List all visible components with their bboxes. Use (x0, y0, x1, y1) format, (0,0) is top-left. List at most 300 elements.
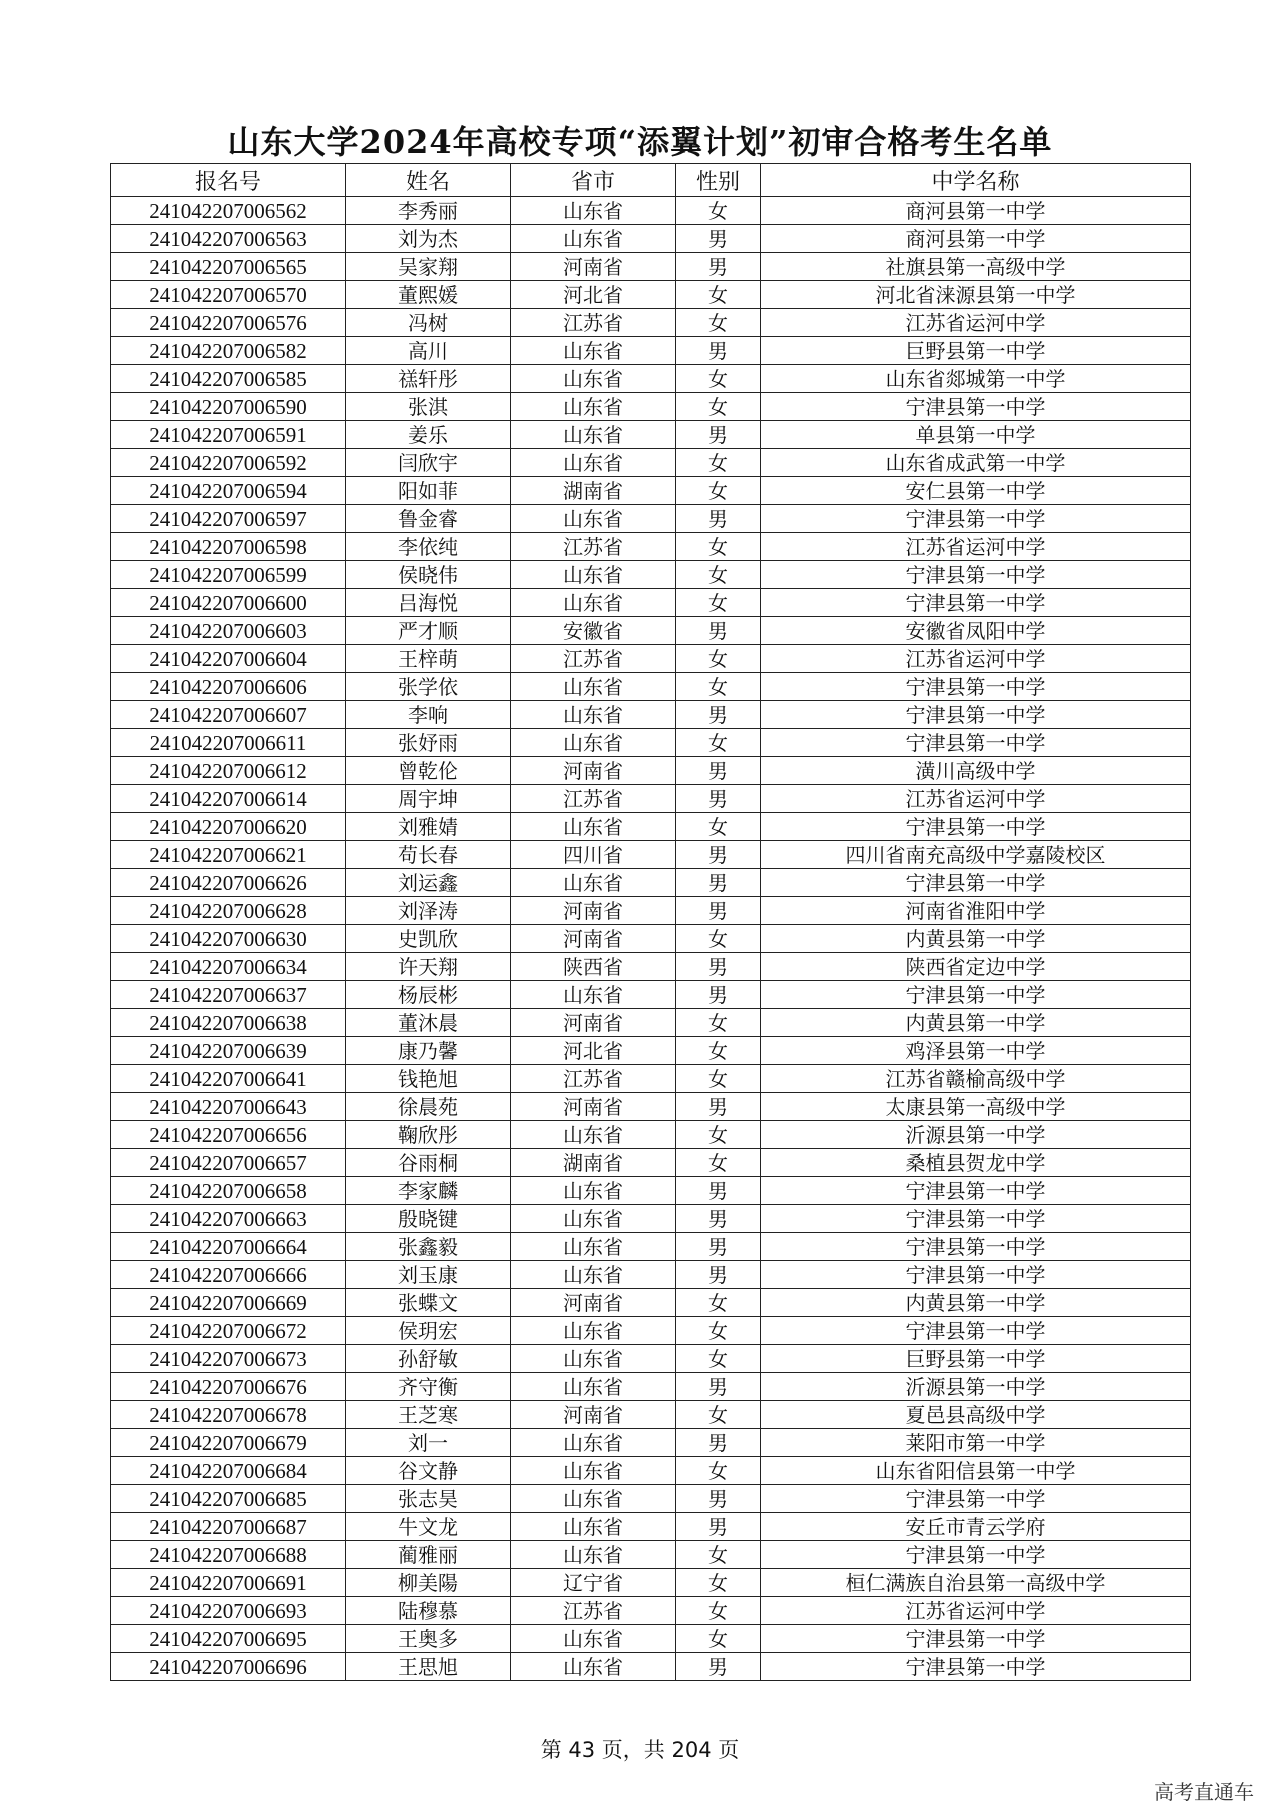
registration-id-cell: 241042207006592 (111, 449, 346, 477)
registration-id-cell: 241042207006676 (111, 1373, 346, 1401)
registration-id-cell: 241042207006597 (111, 505, 346, 533)
column-header-school: 中学名称 (761, 164, 1191, 197)
gender-cell: 女 (676, 729, 761, 757)
table-row (111, 673, 1191, 701)
gender-cell: 男 (676, 897, 761, 925)
gender-cell: 男 (676, 617, 761, 645)
school-cell: 宁津县第一中学 (761, 561, 1191, 589)
gender-cell: 男 (676, 981, 761, 1009)
registration-id-cell: 241042207006628 (111, 897, 346, 925)
table-row (111, 533, 1191, 561)
name-cell: 孙舒敏 (346, 1345, 511, 1373)
province-cell: 河南省 (511, 1093, 676, 1121)
province-cell: 山东省 (511, 393, 676, 421)
gender-cell: 女 (676, 1569, 761, 1597)
name-cell: 高川 (346, 337, 511, 365)
school-cell: 江苏省赣榆高级中学 (761, 1065, 1191, 1093)
school-cell: 太康县第一高级中学 (761, 1093, 1191, 1121)
registration-id-cell: 241042207006563 (111, 225, 346, 253)
gender-cell: 男 (676, 1373, 761, 1401)
gender-cell: 女 (676, 645, 761, 673)
registration-id-cell: 241042207006607 (111, 701, 346, 729)
table-row (111, 477, 1191, 505)
school-cell: 宁津县第一中学 (761, 729, 1191, 757)
school-cell: 江苏省运河中学 (761, 785, 1191, 813)
name-cell: 陆穆慕 (346, 1597, 511, 1625)
registration-id-cell: 241042207006614 (111, 785, 346, 813)
province-cell: 山东省 (511, 505, 676, 533)
registration-id-cell: 241042207006599 (111, 561, 346, 589)
table-row (111, 1401, 1191, 1429)
name-cell: 王思旭 (346, 1653, 511, 1681)
province-cell: 山东省 (511, 673, 676, 701)
name-cell: 董沐晨 (346, 1009, 511, 1037)
gender-cell: 男 (676, 1429, 761, 1457)
name-cell: 张淇 (346, 393, 511, 421)
registration-id-cell: 241042207006666 (111, 1261, 346, 1289)
table-row (111, 785, 1191, 813)
table-row (111, 1513, 1191, 1541)
school-cell: 宁津县第一中学 (761, 869, 1191, 897)
table-row (111, 589, 1191, 617)
school-cell: 宁津县第一中学 (761, 1541, 1191, 1569)
school-cell: 安仁县第一中学 (761, 477, 1191, 505)
table-row (111, 617, 1191, 645)
name-cell: 刘一 (346, 1429, 511, 1457)
table-row (111, 365, 1191, 393)
school-cell: 沂源县第一中学 (761, 1121, 1191, 1149)
school-cell: 商河县第一中学 (761, 197, 1191, 225)
name-cell: 闫欣宇 (346, 449, 511, 477)
name-cell: 侯晓伟 (346, 561, 511, 589)
name-cell: 周宇坤 (346, 785, 511, 813)
name-cell: 柳美陽 (346, 1569, 511, 1597)
school-cell: 巨野县第一中学 (761, 1345, 1191, 1373)
province-cell: 河北省 (511, 281, 676, 309)
table-row (111, 1289, 1191, 1317)
table-row (111, 1009, 1191, 1037)
gender-cell: 女 (676, 1121, 761, 1149)
name-cell: 刘雅婧 (346, 813, 511, 841)
gender-cell: 女 (676, 1625, 761, 1653)
gender-cell: 男 (676, 869, 761, 897)
school-cell: 山东省阳信县第一中学 (761, 1457, 1191, 1485)
gender-cell: 男 (676, 253, 761, 281)
name-cell: 吴家翔 (346, 253, 511, 281)
gender-cell: 女 (676, 533, 761, 561)
registration-id-cell: 241042207006606 (111, 673, 346, 701)
school-cell: 社旗县第一高级中学 (761, 253, 1191, 281)
school-cell: 宁津县第一中学 (761, 589, 1191, 617)
registration-id-cell: 241042207006620 (111, 813, 346, 841)
school-cell: 宁津县第一中学 (761, 701, 1191, 729)
school-cell: 宁津县第一中学 (761, 1261, 1191, 1289)
registration-id-cell: 241042207006585 (111, 365, 346, 393)
name-cell: 严才顺 (346, 617, 511, 645)
name-cell: 牛文龙 (346, 1513, 511, 1541)
registration-id-cell: 241042207006639 (111, 1037, 346, 1065)
name-cell: 张蝶文 (346, 1289, 511, 1317)
registration-id-cell: 241042207006663 (111, 1205, 346, 1233)
gender-cell: 女 (676, 925, 761, 953)
table-row (111, 1149, 1191, 1177)
name-cell: 王芝寒 (346, 1401, 511, 1429)
page-number: 第 43 页，共 204 页 (540, 1738, 740, 1762)
name-cell: 鲁金睿 (346, 505, 511, 533)
name-cell: 康乃馨 (346, 1037, 511, 1065)
province-cell: 山东省 (511, 813, 676, 841)
gender-cell: 男 (676, 953, 761, 981)
province-cell: 山东省 (511, 1625, 676, 1653)
table-row (111, 337, 1191, 365)
name-cell: 谷文静 (346, 1457, 511, 1485)
table-row (111, 505, 1191, 533)
registration-id-cell: 241042207006594 (111, 477, 346, 505)
name-cell: 史凯欣 (346, 925, 511, 953)
table-row (111, 225, 1191, 253)
registration-id-cell: 241042207006630 (111, 925, 346, 953)
school-cell: 莱阳市第一中学 (761, 1429, 1191, 1457)
registration-id-cell: 241042207006684 (111, 1457, 346, 1485)
table-row (111, 561, 1191, 589)
school-cell: 宁津县第一中学 (761, 1653, 1191, 1681)
registration-id-cell: 241042207006664 (111, 1233, 346, 1261)
name-cell: 钱艳旭 (346, 1065, 511, 1093)
column-header-province: 省市 (511, 164, 676, 197)
name-cell: 谷雨桐 (346, 1149, 511, 1177)
gender-cell: 女 (676, 813, 761, 841)
province-cell: 山东省 (511, 1261, 676, 1289)
name-cell: 阳如菲 (346, 477, 511, 505)
gender-cell: 男 (676, 1233, 761, 1261)
table-row (111, 1597, 1191, 1625)
name-cell: 许天翔 (346, 953, 511, 981)
name-cell: 杨辰彬 (346, 981, 511, 1009)
table-row (111, 1261, 1191, 1289)
school-cell: 宁津县第一中学 (761, 1177, 1191, 1205)
gender-cell: 女 (676, 1065, 761, 1093)
province-cell: 河南省 (511, 1289, 676, 1317)
school-cell: 桓仁满族自治县第一高级中学 (761, 1569, 1191, 1597)
school-cell: 商河县第一中学 (761, 225, 1191, 253)
province-cell: 山东省 (511, 701, 676, 729)
registration-id-cell: 241042207006603 (111, 617, 346, 645)
page-title: 山东大学2024年高校专项“添翼计划”初审合格考生名单 (227, 123, 1053, 161)
table-row (111, 925, 1191, 953)
name-cell: 董熙媛 (346, 281, 511, 309)
registration-id-cell: 241042207006672 (111, 1317, 346, 1345)
school-cell: 宁津县第一中学 (761, 813, 1191, 841)
province-cell: 山东省 (511, 1457, 676, 1485)
registration-id-cell: 241042207006678 (111, 1401, 346, 1429)
table-row (111, 1457, 1191, 1485)
gender-cell: 男 (676, 757, 761, 785)
table-row (111, 1569, 1191, 1597)
gender-cell: 女 (676, 365, 761, 393)
column-header-gender: 性别 (676, 164, 761, 197)
name-cell: 刘玉康 (346, 1261, 511, 1289)
gender-cell: 女 (676, 1597, 761, 1625)
table-row (111, 1177, 1191, 1205)
school-cell: 鸡泽县第一中学 (761, 1037, 1191, 1065)
registration-id-cell: 241042207006621 (111, 841, 346, 869)
province-cell: 山东省 (511, 365, 676, 393)
province-cell: 河南省 (511, 897, 676, 925)
table-row (111, 449, 1191, 477)
school-cell: 夏邑县高级中学 (761, 1401, 1191, 1429)
registration-id-cell: 241042207006591 (111, 421, 346, 449)
table-row (111, 1429, 1191, 1457)
gender-cell: 男 (676, 1093, 761, 1121)
province-cell: 河南省 (511, 1401, 676, 1429)
registration-id-cell: 241042207006590 (111, 393, 346, 421)
province-cell: 山东省 (511, 1345, 676, 1373)
province-cell: 山东省 (511, 225, 676, 253)
name-cell: 侯玥宏 (346, 1317, 511, 1345)
school-cell: 潢川高级中学 (761, 757, 1191, 785)
table-row (111, 1317, 1191, 1345)
table-row (111, 1345, 1191, 1373)
registration-id-cell: 241042207006598 (111, 533, 346, 561)
school-cell: 陕西省定边中学 (761, 953, 1191, 981)
table-row (111, 953, 1191, 981)
name-cell: 张志昊 (346, 1485, 511, 1513)
registration-id-cell: 241042207006611 (111, 729, 346, 757)
table-row (111, 701, 1191, 729)
candidate-table (110, 163, 1191, 1681)
gender-cell: 女 (676, 1345, 761, 1373)
name-cell: 冯树 (346, 309, 511, 337)
name-cell: 李响 (346, 701, 511, 729)
table-row (111, 841, 1191, 869)
school-cell: 四川省南充高级中学嘉陵校区 (761, 841, 1191, 869)
gender-cell: 女 (676, 477, 761, 505)
school-cell: 宁津县第一中学 (761, 673, 1191, 701)
name-cell: 苟长春 (346, 841, 511, 869)
name-cell: 李依纯 (346, 533, 511, 561)
name-cell: 刘泽涛 (346, 897, 511, 925)
gender-cell: 女 (676, 673, 761, 701)
gender-cell: 女 (676, 589, 761, 617)
table-row (111, 1625, 1191, 1653)
registration-id-cell: 241042207006626 (111, 869, 346, 897)
school-cell: 江苏省运河中学 (761, 533, 1191, 561)
registration-id-cell: 241042207006657 (111, 1149, 346, 1177)
table-row (111, 757, 1191, 785)
table-row (111, 645, 1191, 673)
registration-id-cell: 241042207006570 (111, 281, 346, 309)
school-cell: 宁津县第一中学 (761, 1317, 1191, 1345)
table-header-row (111, 164, 1191, 197)
name-cell: 曾乾伦 (346, 757, 511, 785)
table-row (111, 1121, 1191, 1149)
gender-cell: 男 (676, 701, 761, 729)
gender-cell: 女 (676, 1457, 761, 1485)
name-cell: 张学依 (346, 673, 511, 701)
province-cell: 湖南省 (511, 1149, 676, 1177)
province-cell: 安徽省 (511, 617, 676, 645)
registration-id-cell: 241042207006600 (111, 589, 346, 617)
school-cell: 单县第一中学 (761, 421, 1191, 449)
province-cell: 山东省 (511, 561, 676, 589)
province-cell: 山东省 (511, 1541, 676, 1569)
gender-cell: 女 (676, 1289, 761, 1317)
province-cell: 湖南省 (511, 477, 676, 505)
gender-cell: 女 (676, 1009, 761, 1037)
name-cell: 王梓萌 (346, 645, 511, 673)
name-cell: 刘为杰 (346, 225, 511, 253)
gender-cell: 男 (676, 785, 761, 813)
registration-id-cell: 241042207006669 (111, 1289, 346, 1317)
school-cell: 内黄县第一中学 (761, 1289, 1191, 1317)
school-cell: 沂源县第一中学 (761, 1373, 1191, 1401)
registration-id-cell: 241042207006637 (111, 981, 346, 1009)
gender-cell: 女 (676, 1037, 761, 1065)
province-cell: 四川省 (511, 841, 676, 869)
watermark: 高考直通车 (1154, 1780, 1254, 1804)
table-row (111, 1485, 1191, 1513)
gender-cell: 女 (676, 393, 761, 421)
province-cell: 山东省 (511, 197, 676, 225)
school-cell: 安徽省凤阳中学 (761, 617, 1191, 645)
name-cell: 张鑫毅 (346, 1233, 511, 1261)
registration-id-cell: 241042207006688 (111, 1541, 346, 1569)
table-row (111, 1653, 1191, 1681)
gender-cell: 男 (676, 225, 761, 253)
table-row (111, 309, 1191, 337)
province-cell: 山东省 (511, 589, 676, 617)
registration-id-cell: 241042207006643 (111, 1093, 346, 1121)
column-header-name: 姓名 (346, 164, 511, 197)
table-row (111, 1373, 1191, 1401)
table-row (111, 1233, 1191, 1261)
gender-cell: 男 (676, 1653, 761, 1681)
table-row (111, 729, 1191, 757)
registration-id-cell: 241042207006693 (111, 1597, 346, 1625)
province-cell: 山东省 (511, 1485, 676, 1513)
province-cell: 河南省 (511, 925, 676, 953)
gender-cell: 女 (676, 197, 761, 225)
registration-id-cell: 241042207006641 (111, 1065, 346, 1093)
name-cell: 徐晨苑 (346, 1093, 511, 1121)
province-cell: 山东省 (511, 449, 676, 477)
gender-cell: 女 (676, 1541, 761, 1569)
school-cell: 内黄县第一中学 (761, 1009, 1191, 1037)
school-cell: 山东省成武第一中学 (761, 449, 1191, 477)
gender-cell: 男 (676, 505, 761, 533)
registration-id-cell: 241042207006562 (111, 197, 346, 225)
name-cell: 姜乐 (346, 421, 511, 449)
registration-id-cell: 241042207006679 (111, 1429, 346, 1457)
name-cell: 鞠欣彤 (346, 1121, 511, 1149)
province-cell: 山东省 (511, 869, 676, 897)
province-cell: 江苏省 (511, 1597, 676, 1625)
school-cell: 宁津县第一中学 (761, 393, 1191, 421)
gender-cell: 男 (676, 1485, 761, 1513)
school-cell: 宁津县第一中学 (761, 1205, 1191, 1233)
school-cell: 宁津县第一中学 (761, 1485, 1191, 1513)
registration-id-cell: 241042207006673 (111, 1345, 346, 1373)
province-cell: 山东省 (511, 421, 676, 449)
name-cell: 李秀丽 (346, 197, 511, 225)
province-cell: 河南省 (511, 757, 676, 785)
school-cell: 宁津县第一中学 (761, 505, 1191, 533)
school-cell: 内黄县第一中学 (761, 925, 1191, 953)
gender-cell: 男 (676, 337, 761, 365)
name-cell: 王奥多 (346, 1625, 511, 1653)
province-cell: 山东省 (511, 1205, 676, 1233)
school-cell: 河北省涞源县第一中学 (761, 281, 1191, 309)
registration-id-cell: 241042207006656 (111, 1121, 346, 1149)
table-row (111, 1205, 1191, 1233)
province-cell: 江苏省 (511, 1065, 676, 1093)
registration-id-cell: 241042207006582 (111, 337, 346, 365)
province-cell: 山东省 (511, 1233, 676, 1261)
name-cell: 李家麟 (346, 1177, 511, 1205)
gender-cell: 女 (676, 449, 761, 477)
table-row (111, 1093, 1191, 1121)
province-cell: 山东省 (511, 1513, 676, 1541)
table-row (111, 981, 1191, 1009)
province-cell: 山东省 (511, 729, 676, 757)
gender-cell: 女 (676, 561, 761, 589)
registration-id-cell: 241042207006695 (111, 1625, 346, 1653)
name-cell: 刘运鑫 (346, 869, 511, 897)
table-row (111, 897, 1191, 925)
school-cell: 江苏省运河中学 (761, 309, 1191, 337)
school-cell: 山东省郯城第一中学 (761, 365, 1191, 393)
gender-cell: 男 (676, 1205, 761, 1233)
gender-cell: 男 (676, 421, 761, 449)
gender-cell: 男 (676, 1177, 761, 1205)
province-cell: 山东省 (511, 1653, 676, 1681)
province-cell: 辽宁省 (511, 1569, 676, 1597)
table-row (111, 393, 1191, 421)
name-cell: 齐守衡 (346, 1373, 511, 1401)
registration-id-cell: 241042207006612 (111, 757, 346, 785)
name-cell: 吕海悦 (346, 589, 511, 617)
province-cell: 陕西省 (511, 953, 676, 981)
registration-id-cell: 241042207006638 (111, 1009, 346, 1037)
table-row (111, 281, 1191, 309)
column-header-id: 报名号 (111, 164, 346, 197)
gender-cell: 男 (676, 1261, 761, 1289)
school-cell: 宁津县第一中学 (761, 1625, 1191, 1653)
table-row (111, 813, 1191, 841)
table-row (111, 253, 1191, 281)
name-cell: 蔺雅丽 (346, 1541, 511, 1569)
name-cell: 张妤雨 (346, 729, 511, 757)
province-cell: 江苏省 (511, 785, 676, 813)
province-cell: 山东省 (511, 337, 676, 365)
name-cell: 禚轩彤 (346, 365, 511, 393)
school-cell: 安丘市青云学府 (761, 1513, 1191, 1541)
province-cell: 山东省 (511, 1373, 676, 1401)
gender-cell: 女 (676, 1401, 761, 1429)
table-row (111, 1065, 1191, 1093)
table-row (111, 1541, 1191, 1569)
school-cell: 宁津县第一中学 (761, 981, 1191, 1009)
registration-id-cell: 241042207006565 (111, 253, 346, 281)
registration-id-cell: 241042207006576 (111, 309, 346, 337)
table-row (111, 869, 1191, 897)
province-cell: 江苏省 (511, 309, 676, 337)
gender-cell: 男 (676, 841, 761, 869)
province-cell: 江苏省 (511, 645, 676, 673)
gender-cell: 男 (676, 1513, 761, 1541)
school-cell: 江苏省运河中学 (761, 1597, 1191, 1625)
gender-cell: 女 (676, 281, 761, 309)
